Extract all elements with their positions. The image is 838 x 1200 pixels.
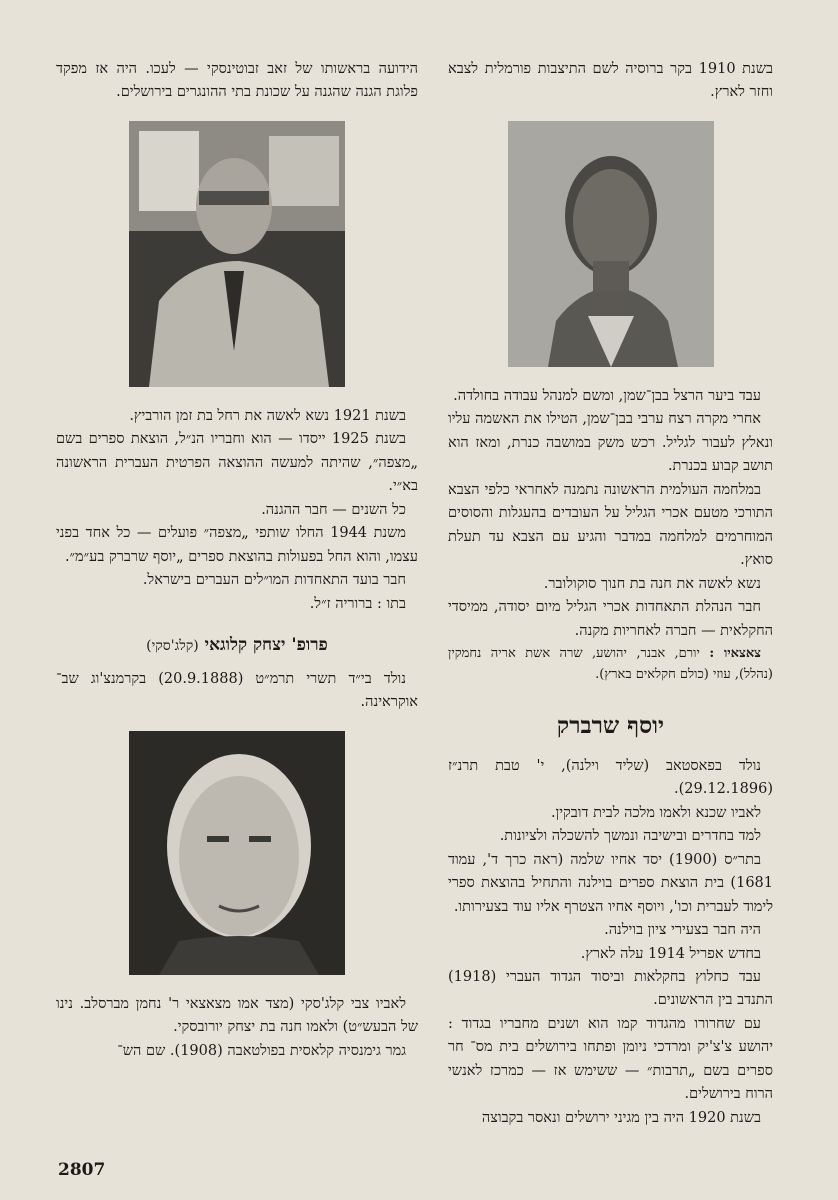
paragraph: בשנת 1921 נשא לאשה את רחל בת זמן הורביץ. <box>129 407 406 424</box>
entry-subheading-alt: (קלג'סקי) <box>146 638 199 655</box>
portrait-photo-2 <box>129 121 345 387</box>
paragraph: נשא לאשה את חנה בת חנוך סוקולובר. <box>543 575 761 592</box>
paragraph: חבר הנהלת התאחדות אכרי הגליל מיום יסודה, ממיסדי החקלאית — חברה לאחריות מקנה. <box>448 599 773 639</box>
paragraph: משנת 1944 החלו שותפי „מצפה״ פועלים — כל אחד בפני עצמו, והוא החל בפעולות בהוצאת ספרים „יוסף שרברק בע״מ״. <box>56 525 418 565</box>
paragraph: בחדש אפריל 1914 עלה לארץ. <box>580 945 761 962</box>
paragraph: בשנת 1925 ייסדו — הוא וחבריו הנ״ל, הוצאת ספרים בשם „מצפה״, שהיתה למעשה ההוצאה הפרטית העברית הראשונה בא״י. <box>56 431 418 495</box>
paragraph: בתו : ברוריה ז״ל. <box>309 595 406 612</box>
paragraph: בשנת 1920 היה בין מגיני ירושלים ונאסר בקבוצה <box>481 1109 761 1126</box>
paragraph: גמר גימנסיה קלאסית בפולטאבה (1908). שם הש־ <box>117 1042 406 1059</box>
left-column <box>56 58 418 1063</box>
paragraph: למד בחדרים ובישיבה ונמשך להשכלה ולציונות. <box>499 828 761 845</box>
descendants <box>448 643 773 685</box>
paragraph: עבד כחלוץ בחקלאות וביסוד הגדוד העברי (1918) התנדב בין הראשונים. <box>448 969 773 1009</box>
portrait-photo-1-image <box>508 121 714 367</box>
paragraph: הידועה בראשותו של זאב זבוטינסקי — לעכו. היה אז מפקד פלוגת הגנה שהגנה על שכונת בתי ההונגרים בירושלים. <box>56 61 418 101</box>
paragraph: עבד ביער הרצל בבן־שמן, ומשם למנהל עבודה בחולדה. <box>453 387 761 404</box>
entry-subheading-name: פרופ' יצחק קלוגאי <box>204 635 328 656</box>
page-number: 2807 <box>58 1160 106 1180</box>
entry-heading: יוסף שרברק <box>556 712 665 740</box>
portrait-photo-2-image <box>129 121 345 387</box>
right-column <box>448 58 773 1130</box>
entry-subheading <box>56 632 418 660</box>
paragraph: נולד בפאסטאב (שליד וילנה), י' טבת תרנ״ז (29.12.1896). <box>448 757 773 798</box>
paragraph: כל השנים — חבר ההגנה. <box>261 501 406 518</box>
descendants-text: יורם, אבנר, יהושע, שרה אשת אריה נחמקין (נהלל), עוזי (כולם חקלאים בארץ). <box>448 646 773 683</box>
paragraph: במלחמה העולמית הראשונה נתמנה לאחראי כלפי הצבא התורכי מטעם אכרי הגליל על העובדים בהעגלות והסוסים המוחרמים למלחמה במדבר והגיע עם הצבא עד תעלת סואץ. <box>448 481 773 569</box>
paragraph: נולד בי״ד תשרי תרמ״ט (20.9.1888) בקרמנצ'וג שב־ אוקראינה. <box>56 670 418 711</box>
portrait-photo-1 <box>508 121 714 367</box>
paragraph: בתר״ס (1900) יסד אחיו שלמה (ראה כרך ד', עמוד 1681) בית הוצאת ספרים בוילנה והתחיל בהוצאת ספרי לימוד לעברית וכו', ויוסף אחיו הצטרף אליו עוד בצעירותו. <box>448 851 773 915</box>
portrait-photo-3-image <box>129 731 345 975</box>
paragraph: בשנת 1910 בקר ברוסיה לשם התיצבות פורמלית לצבא וחזר לארץ. <box>448 61 773 101</box>
paragraph: היה חבר בצעירי ציון בוילנה. <box>604 922 761 939</box>
paragraph: לאביו שכנא ולאמו מלכה לבית דובקין. <box>550 804 761 821</box>
paragraph: עם שחרורו מהגדוד קמו הוא ושנים מחבריו בגדוד : יהושע צ'צ'יק ומרדכי ניומן ופתחו בירושלים בית מס־ חר ספרים בשם „תרבות״ — ששימש אז — כמרכז לאנשי הרוח בירושלים. <box>448 1015 773 1103</box>
paragraph: אחרי מקרה רצח ערבי בבן־שמן, הטילו את האשמה עליו ונאלץ לעבור לגליל. רכש משק במושבה כנרת, ומאז הוא תושב קבוע בכנרת. <box>448 411 773 475</box>
paragraph: לאביו צבי קלג'סקי (מצד אמו מצאצאי ר' נחמן מברסלב. נינו של הבעש״ט) ולאמו חנה בת יצחק יורובסקי. <box>56 995 418 1036</box>
paragraph: חבר בועד התאחדות המו״לים העברים בישראל. <box>142 572 406 589</box>
descendants-label: צאצאיו : <box>709 646 761 662</box>
portrait-photo-3 <box>129 731 345 975</box>
